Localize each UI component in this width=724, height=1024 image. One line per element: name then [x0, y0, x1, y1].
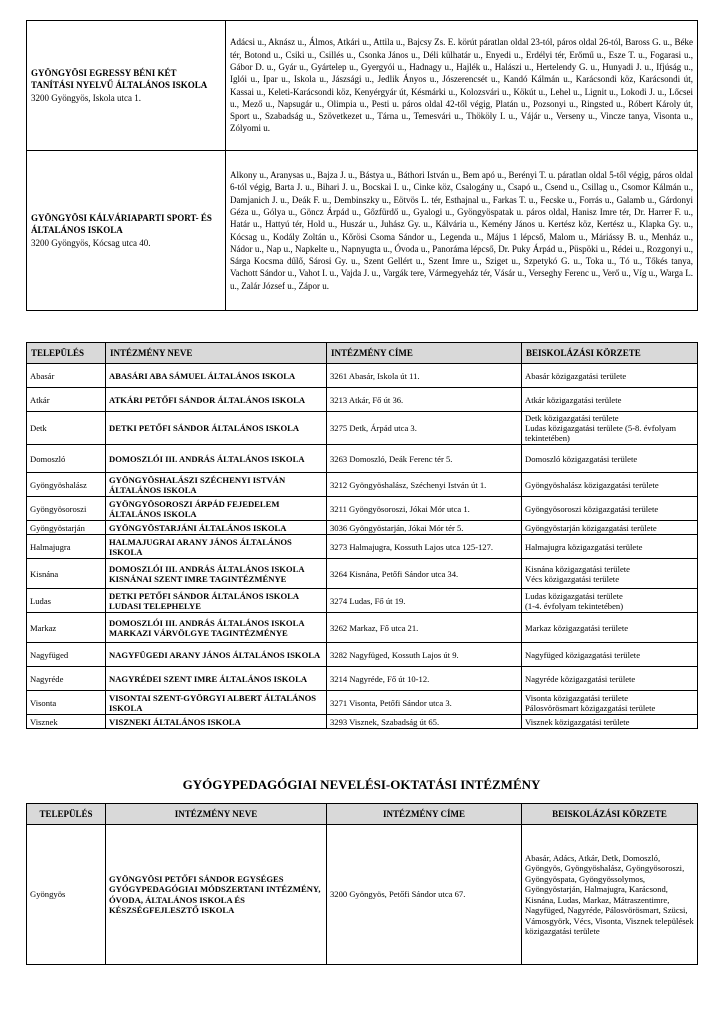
- table-header-row: [27, 804, 698, 825]
- institution-name-line: DETKI PETŐFI SÁNDOR ÁLTALÁNOS ISKOLA: [109, 423, 300, 433]
- column-header-institution: INTÉZMÉNY NEVE: [106, 343, 327, 364]
- institution-cell: [106, 691, 327, 715]
- town-cell: Ludas: [27, 589, 106, 613]
- column-header-district: BEISKOLÁZÁSI KÖRZETE: [522, 804, 698, 825]
- district-line: Ludas közigazgatási területe: [525, 590, 623, 601]
- institution-cell: [106, 589, 327, 613]
- town-cell: Gyöngyösoroszi: [27, 497, 106, 521]
- institution-cell: [106, 535, 327, 559]
- table-row: [27, 715, 698, 729]
- table-row: [27, 643, 698, 667]
- district-cell: [522, 364, 698, 388]
- table-header-row: [27, 343, 698, 364]
- district-line: Gyöngyösoroszi közigazgatási területe: [525, 503, 659, 514]
- table-row: [27, 521, 698, 535]
- address-cell: 3213 Atkár, Fő út 36.: [327, 388, 522, 412]
- district-cell: Abasár, Adács, Atkár, Detk, Domoszló, Gyöngyös, Gyöngyöshalász, Gyöngyösoroszi, Gyöngyöspata, Gyöngyössolymos, Gyöngyöstarján, Halmajugra, Karácsond, Kisnána, Ludas, Markaz, Mátraszentimre, Nagyfüged, Nagyréde, Pálosvörösmart, Szücsi, Vámosgyörk, Vécs, Visonta, Visznek települések közigazgatási területe: [522, 825, 698, 965]
- institution-name-line: NAGYRÉDEI SZENT IMRE ÁLTALÁNOS ISKOLA: [109, 673, 308, 684]
- school-cell: [27, 151, 226, 311]
- district-line: (1-4. évfolyam tekintetében): [525, 600, 624, 611]
- district-line: Nagyfüged közigazgatási területe: [525, 649, 641, 660]
- district-line: Abasár közigazgatási területe: [525, 370, 627, 381]
- district-line: Markaz közigazgatási területe: [525, 622, 629, 633]
- district-line: Domoszló közigazgatási területe: [525, 453, 638, 464]
- school-cell: [27, 21, 226, 151]
- table-row: [27, 21, 698, 151]
- district-cell: [522, 388, 698, 412]
- school-address: 3200 Gyöngyös, Iskola utca 1.: [31, 92, 141, 103]
- institution-name-line: DOMOSZLÓI III. ANDRÁS ÁLTALÁNOS ISKOLA: [109, 563, 305, 574]
- district-cell: [522, 559, 698, 589]
- district-line: Vécs közigazgatási területe: [525, 573, 620, 584]
- table-row: [27, 559, 698, 589]
- column-header-district: BEISKOLÁZÁSI KÖRZETE: [522, 343, 698, 364]
- table-row: [27, 388, 698, 412]
- institution-name-line: DETKI PETŐFI SÁNDOR ÁLTALÁNOS ISKOLA LUDASI TELEPHELYE: [109, 590, 299, 611]
- institution-cell: GYÖNGYÖSI PETŐFI SÁNDOR EGYSÉGES GYÓGYPEDAGÓGIAI MÓDSZERTANI INTÉZMÉNY, ÓVODA, ÁLTALÁNOS ISKOLA ÉS KÉSZSÉGFEJLESZTŐ ISKOLA: [106, 825, 327, 965]
- town-cell: Gyöngyöstarján: [27, 521, 106, 535]
- schools-table-body: [27, 364, 698, 729]
- institution-cell: [106, 643, 327, 667]
- table-row: [27, 613, 698, 643]
- institution-name-line: GYÖNGYÖSOROSZI ÁRPÁD FEJEDELEM ÁLTALÁNOS ISKOLA: [109, 498, 280, 519]
- town-cell: Visonta: [27, 691, 106, 715]
- district-cell: [522, 412, 698, 445]
- district-line: Detk közigazgatási területe: [525, 413, 619, 423]
- schools-table: [26, 342, 698, 729]
- address-cell: 3212 Gyöngyöshalász, Széchenyi István út 1.: [327, 473, 522, 497]
- district-cell: [522, 473, 698, 497]
- institution-cell: [106, 388, 327, 412]
- town-cell: Gyöngyöshalász: [27, 473, 106, 497]
- address-cell: 3282 Nagyfüged, Kossuth Lajos út 9.: [327, 643, 522, 667]
- district-line: Nagyréde közigazgatási területe: [525, 673, 636, 684]
- institution-name-line: KISNÁNAI SZENT IMRE TAGINTÉZMÉNYE: [109, 573, 287, 584]
- table-row: [27, 473, 698, 497]
- section-heading: GYÓGYPEDAGÓGIAI NEVELÉSI-OKTATÁSI INTÉZMÉNY: [182, 777, 541, 792]
- district-cell: [522, 643, 698, 667]
- town-cell: Gyöngyös: [27, 825, 106, 965]
- institution-name-line: MARKAZI VÁRVÖLGYE TAGINTÉZMÉNYE: [109, 627, 288, 638]
- town-cell: Nagyfüged: [27, 643, 106, 667]
- address-cell: 3211 Gyöngyösoroszi, Jókai Mór utca 1.: [327, 497, 522, 521]
- institution-name-line: HALMAJUGRAI ARANY JÁNOS ÁLTALÁNOS ISKOLA: [109, 536, 292, 557]
- institution-name-line: GYÖNGYÖSTARJÁNI ÁLTALÁNOS ISKOLA: [109, 522, 287, 533]
- institution-name-line: VISONTAI SZENT-GYÖRGYI ALBERT ÁLTALÁNOS ISKOLA: [109, 692, 317, 713]
- institution-name-line: VISZNEKI ÁLTALÁNOS ISKOLA: [109, 716, 241, 727]
- school-address: 3200 Gyöngyös, Kócsag utca 40.: [31, 237, 151, 248]
- town-cell: Atkár: [27, 388, 106, 412]
- institution-cell: [106, 613, 327, 643]
- town-cell: Detk: [27, 412, 106, 445]
- district-line: Gyöngyöshalász közigazgatási területe: [525, 479, 659, 490]
- institution-cell: [106, 497, 327, 521]
- institution-name-line: NAGYFÜGEDI ARANY JÁNOS ÁLTALÁNOS ISKOLA: [109, 649, 321, 660]
- institution-cell: [106, 364, 327, 388]
- institution-cell: [106, 473, 327, 497]
- school-name: GYÖNGYÖSI EGRESSY BÉNI KÉT TANÍTÁSI NYELVŰ ÁLTALÁNOS ISKOLA: [31, 68, 208, 91]
- district-cell: [522, 589, 698, 613]
- table-row: [27, 364, 698, 388]
- table-row: [27, 691, 698, 715]
- address-cell: 3273 Halmajugra, Kossuth Lajos utca 125-127.: [327, 535, 522, 559]
- district-cell: [522, 535, 698, 559]
- column-header-institution: INTÉZMÉNY NEVE: [106, 804, 327, 825]
- institution-cell: [106, 445, 327, 473]
- district-line: Visonta közigazgatási területe: [525, 692, 629, 703]
- special-education-table: [26, 803, 698, 965]
- district-cell: [522, 445, 698, 473]
- street-district-table: [26, 20, 698, 311]
- district-cell: [522, 667, 698, 691]
- institution-cell: [106, 521, 327, 535]
- district-line: Halmajugra közigazgatási területe: [525, 541, 643, 552]
- address-cell: 3275 Detk, Árpád utca 3.: [327, 412, 522, 445]
- district-cell: [522, 521, 698, 535]
- town-cell: Nagyréde: [27, 667, 106, 691]
- district-line: Ludas közigazgatási területe (5-8. évfolyam tekintetében): [525, 423, 677, 443]
- institution-cell: [106, 559, 327, 589]
- column-header-town: TELEPÜLÉS: [27, 804, 106, 825]
- institution-name-line: ATKÁRI PETŐFI SÁNDOR ÁLTALÁNOS ISKOLA: [109, 394, 306, 405]
- town-cell: Domoszló: [27, 445, 106, 473]
- address-cell: 3214 Nagyréde, Fő út 10-12.: [327, 667, 522, 691]
- address-cell: 3293 Visznek, Szabadság út 65.: [327, 715, 522, 729]
- table-row: [27, 667, 698, 691]
- district-cell: [522, 715, 698, 729]
- institution-cell: [106, 715, 327, 729]
- district-cell: [522, 613, 698, 643]
- streets-cell: Adácsi u., Aknász u., Álmos, Atkári u., Attila u., Bajcsy Zs. E. körút páratlan oldal 23-tól, páros oldal 26-tól, Baross G. u., Béke tér, Botond u., Csiki u., Csillés u., Csonka János u., Déli külhatár u., Enyedi u., Erdélyi tér, Erőmű u., Esze T. u., Fogarasi u., Gábor D. u., Gyár u., Gyártelep u., Gyergyói u., Hadnagy u., Hajlék u., Halászi u., Hertelendy G. u., Hunyadi J. u., Ifjúság u., Iglói u., Ipar u., Iskola u., Jászsági u., Jedlik Ányos u., Jószerencsét u., Kandó Kálmán u., Karácsondi köz, Karácsondi út, Kassai u., Keleti-Karácsondi köz, Kenyérgyár út, Késmárki u., Kolozsvári u., Kökút u., Lehel u., Lignit u., Lokodi J. u., Lőcsei u., Mező u., Napsugár u., Olimpia u., Pesti u. páros oldal 42-től végig, Platán u., Pozsonyi u., Ringsted u., Róbert Károly út, Sport u., Szabadság u., Szövetkezet u., Tárna u., Temesvári u., Thököly I. u., Vájár u., Verseny u., Vincze tanya, Visonta u., Zólyomi u.: [226, 21, 698, 151]
- address-cell: 3036 Gyöngyöstarján, Jókai Mór tér 5.: [327, 521, 522, 535]
- streets-cell: Alkony u., Aranysas u., Bajza J. u., Bástya u., Báthori István u., Bem apó u., Berényi T. u. páratlan oldal 5-től végig, páros oldal 6-tól végig, Barta J. u., Bihari J. u., Bocskai I. u., Cinke köz, Csalogány u., Csapó u., Csend u., Csillag u., Csomor Kálmán u., Damjanich J. u., Deák F. u., Dembinszky u., Eötvös L. tér, Esthajnal u., Farkas T. u., Fecske u., Forrás u., Galamb u., Gárdonyi Géza u., Gólya u., Göncz Árpád u., Gőzfürdő u., Gyalogi u., Gyöngyöspatak u. páros oldal, Hanisz Imre tér, Dr. Harrer F. u., Határ u., Hattyú tér, Hold u., Huszár u., Juhász Gy. u., Kálvária u., Kemény János u. Kertész köz, Kertész u., Klapka Gy. u., Kócsag u., Kodály Zoltán u., Kőrösi Csoma Sándor u., Legenda u., Május 1 lépcső, Malom u., Máriássy B. u., Menház u., Nádor u., Nap u., Napkelte u., Napnyugta u., Óvoda u., Panoráma lépcső, Dr. Puky Árpád u., Püspöki u., Rédei u., Rozgonyi u., Sárga Kocsma dűlő, Sárosi Gy. u., Szent Gellért u., Szent Imre u., Sziget u., Szpetykó G. u., Toka u., Tó u., Tőkés tanya, Vachott Sándor u., Vahot I. u., Vajda J. u., Vargák tere, Vármegyeház tér, Vásár u., Verseghy Ferenc u., Verő u., Víg u., Warga L. u., Zalár József u., Zápor u.: [226, 151, 698, 311]
- column-header-address: INTÉZMÉNY CÍME: [327, 804, 522, 825]
- town-cell: Kisnána: [27, 559, 106, 589]
- district-cell: [522, 497, 698, 521]
- institution-name-line: GYÖNGYÖSHALÁSZI SZÉCHENYI ISTVÁN ÁLTALÁNOS ISKOLA: [109, 474, 286, 495]
- institution-cell: [106, 667, 327, 691]
- address-cell: 3271 Visonta, Petőfi Sándor utca 3.: [327, 691, 522, 715]
- district-line: Pálosvörösmart közigazgatási területe: [525, 702, 656, 713]
- table-row: [27, 589, 698, 613]
- address-cell: 3261 Abasár, Iskola út 11.: [327, 364, 522, 388]
- table-row: [27, 151, 698, 311]
- table-row: [27, 535, 698, 559]
- town-cell: Abasár: [27, 364, 106, 388]
- column-header-address: INTÉZMÉNY CÍME: [327, 343, 522, 364]
- institution-name-line: DOMOSZLÓI III. ANDRÁS ÁLTALÁNOS ISKOLA: [109, 617, 305, 628]
- institution-name-line: DOMOSZLÓI III. ANDRÁS ÁLTALÁNOS ISKOLA: [109, 453, 305, 464]
- town-cell: Visznek: [27, 715, 106, 729]
- column-header-town: TELEPÜLÉS: [27, 343, 106, 364]
- table-row: [27, 445, 698, 473]
- town-cell: Markaz: [27, 613, 106, 643]
- table-row: [27, 825, 698, 965]
- district-line: Visznek közigazgatási területe: [525, 716, 630, 727]
- address-cell: 3200 Gyöngyös, Petőfi Sándor utca 67.: [327, 825, 522, 965]
- institution-cell: [106, 412, 327, 445]
- district-line: Kisnána közigazgatási területe: [525, 563, 630, 574]
- school-name: GYÖNGYÖSI KÁLVÁRIAPARTI SPORT- ÉS ÁLTALÁNOS ISKOLA: [31, 213, 212, 236]
- district-line: Atkár közigazgatási területe: [525, 394, 622, 405]
- address-cell: 3262 Markaz, Fő utca 21.: [327, 613, 522, 643]
- town-cell: Halmajugra: [27, 535, 106, 559]
- table-row: [27, 497, 698, 521]
- address-cell: 3274 Ludas, Fő út 19.: [327, 589, 522, 613]
- address-cell: 3263 Domoszló, Deák Ferenc tér 5.: [327, 445, 522, 473]
- table-row: [27, 412, 698, 445]
- institution-name-line: ABASÁRI ABA SÁMUEL ÁLTALÁNOS ISKOLA: [109, 370, 296, 381]
- address-cell: 3264 Kisnána, Petőfi Sándor utca 34.: [327, 559, 522, 589]
- district-cell: [522, 691, 698, 715]
- district-line: Gyöngyöstarján közigazgatási területe: [525, 522, 657, 533]
